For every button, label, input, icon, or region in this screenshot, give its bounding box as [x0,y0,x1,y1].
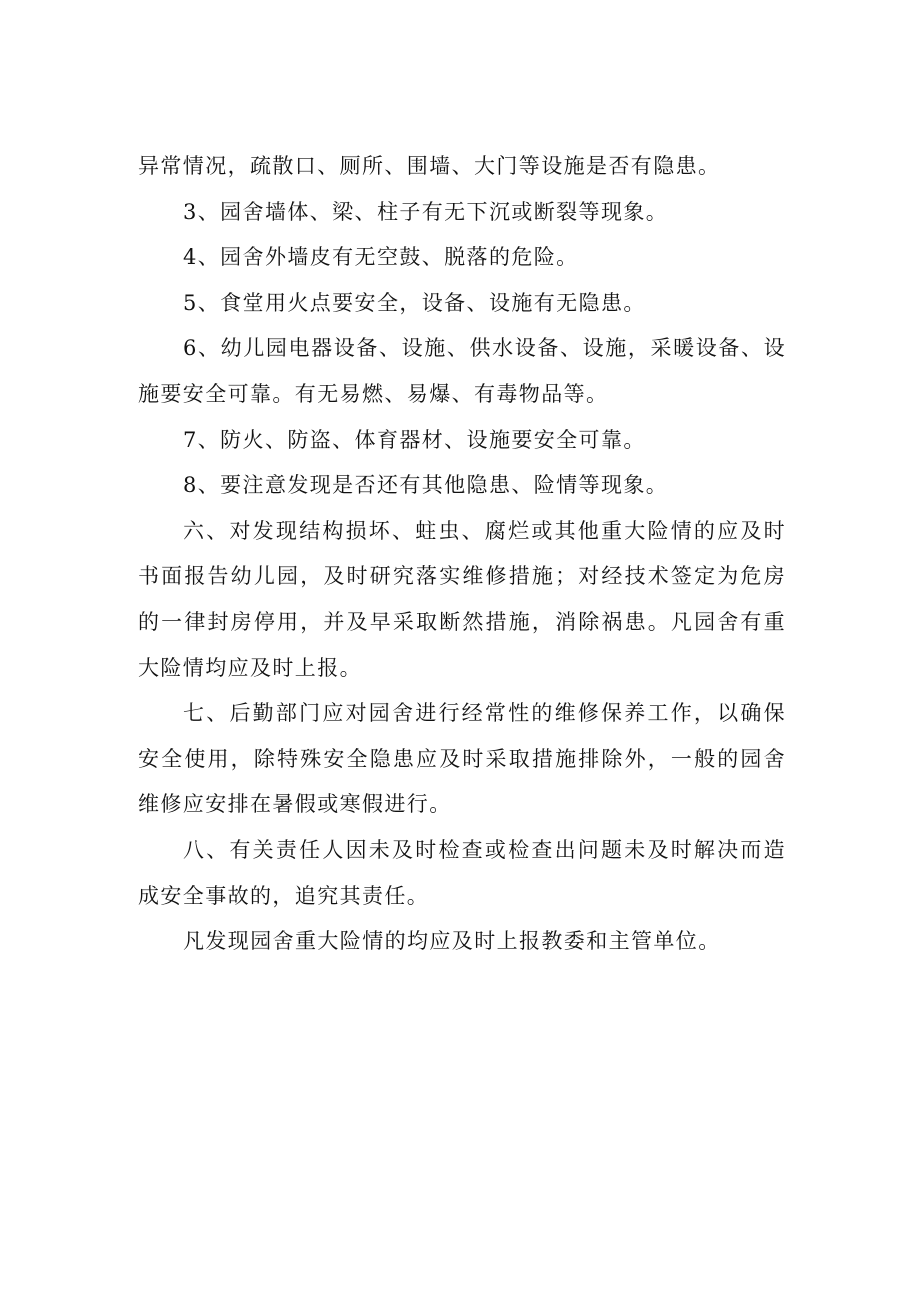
paragraph-item-5: 5、食堂用火点要安全，设备、设施有无隐患。 [183,290,646,315]
paragraph-item-4: 4、园舍外墙皮有无空鼓、脱落的危险。 [183,245,579,270]
paragraph-item-7: 7、防火、防盗、体育器材、设施要安全可靠。 [183,427,646,452]
paragraph-section-eight: 八、有关责任人因未及时检查或检查出问题未及时解决而造成安全事故的，追究其责任。 [138,837,786,908]
paragraph-section-seven: 七、后勤部门应对园舍进行经常性的维修保养工作，以确保安全使用，除特殊安全隐患应及时采取措施排除外，一般的园舍维修应安排在暑假或寒假进行。 [138,701,786,817]
paragraph-item-6: 6、幼儿园电器设备、设施、供水设备、设施，采暖设备、设施要安全可靠。有无易燃、易爆、有毒物品等。 [138,336,786,406]
paragraph-closing-note: 凡发现园舍重大险情的均应及时上报教委和主管单位。 [183,929,721,954]
paragraph-section-six: 六、对发现结构损坏、蛀虫、腐烂或其他重大险情的应及时书面报告幼儿园，及时研究落实维修措施；对经技术签定为危房的一律封房停用，并及早采取断然措施，消除祸患。凡园舍有重大险情均应及时上报。 [138,518,786,680]
paragraph-continuation: 异常情况，疏散口、厕所、围墙、大门等设施是否有隐患。 [138,154,721,178]
document-body [138,144,786,965]
paragraph-item-8: 8、要注意发现是否还有其他隐患、险情等现象。 [183,473,669,498]
paragraph-item-3: 3、园舍墙体、梁、柱子有无下沉或断裂等现象。 [183,199,669,224]
